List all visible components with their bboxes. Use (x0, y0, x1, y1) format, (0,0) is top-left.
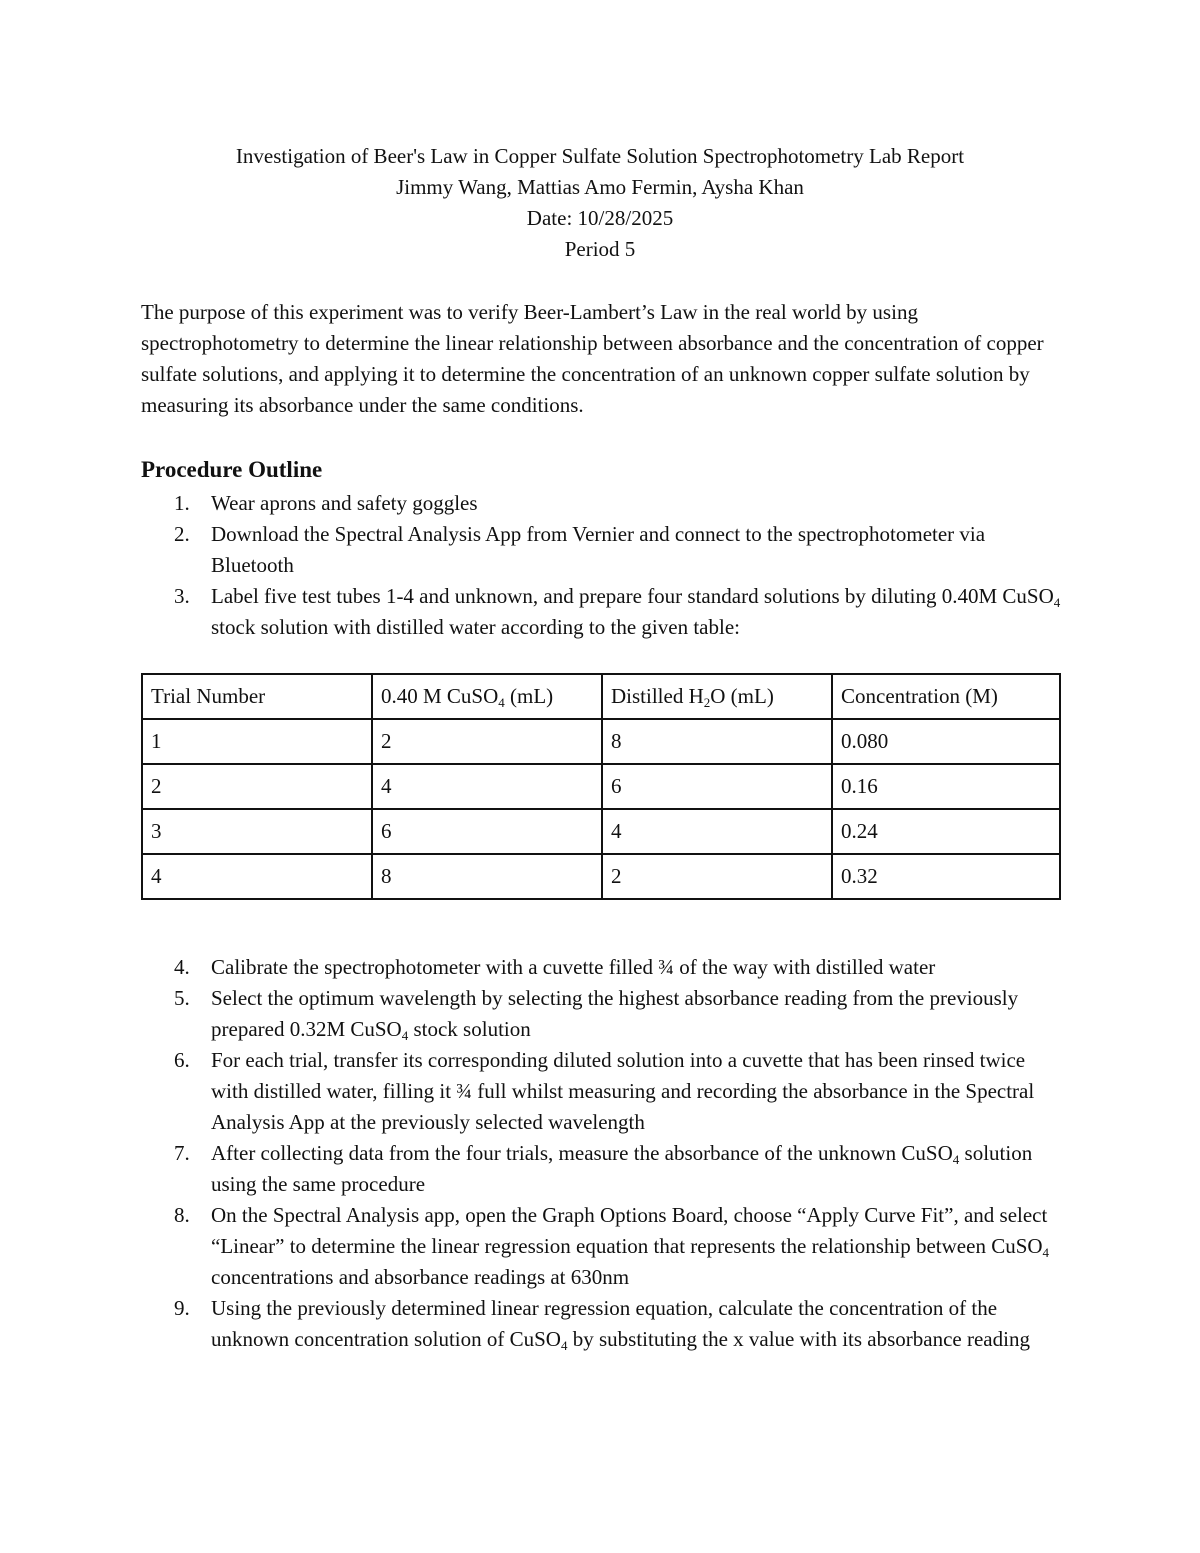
procedure-heading: Procedure Outline (141, 457, 323, 482)
step-number: 4. (174, 955, 190, 979)
procedure-step (141, 1138, 1066, 1200)
table-cell: 4 (602, 809, 832, 854)
table-cell: 0.16 (832, 764, 1060, 809)
table-cell: 3 (142, 809, 372, 854)
step-number: 3. (174, 584, 190, 608)
step-number: 9. (174, 1296, 190, 1320)
step-text: After collecting data from the four trials, measure the absorbance of the unknown CuSO$_4$ solution using the same procedure (211, 1141, 1033, 1196)
table-cell: 8 (372, 854, 602, 899)
step-text: Label five test tubes 1-4 and unknown, and prepare four standard solutions by diluting 0.40M CuSO$_4$ stock solution with distilled water according to the given table: (211, 584, 1061, 639)
table-row (142, 764, 1060, 809)
purpose-paragraph: The purpose of this experiment was to verify Beer-Lambert’s Law in the real world by using spectrophotometry to determine the linear relationship between absorbance and the concentration of copper sulfate solutions, and applying it to determine the concentration of an unknown copper sulfate solution by measuring its absorbance under the same conditions. (141, 300, 1044, 417)
table-cell: 0.24 (832, 809, 1060, 854)
table-row (142, 809, 1060, 854)
procedure-steps-part-1 (141, 488, 1066, 643)
table-cell: 2 (602, 854, 832, 899)
step-text: Calibrate the spectrophotometer with a cuvette filled ¾ of the way with distilled water (211, 955, 936, 979)
table-header-cell: Concentration (M) (832, 674, 1060, 719)
table-cell: 6 (372, 809, 602, 854)
step-number: 8. (174, 1203, 190, 1227)
step-text: On the Spectral Analysis app, open the Graph Options Board, choose “Apply Curve Fit”, and select “Linear” to determine the linear regression equation that represents the relationship between CuSO$_4$ concentrations and absorbance readings at 630nm (211, 1203, 1050, 1289)
procedure-step (141, 1293, 1066, 1355)
step-number: 6. (174, 1048, 190, 1072)
table-header-cell: Trial Number (142, 674, 372, 719)
table-cell: 0.080 (832, 719, 1060, 764)
table-row (142, 719, 1060, 764)
procedure-steps-part-2 (141, 952, 1066, 1355)
step-text: Download the Spectral Analysis App from Vernier and connect to the spectrophotometer via Bluetooth (211, 522, 986, 577)
procedure-step (141, 519, 1066, 581)
procedure-step (141, 952, 1066, 983)
dilution-table (141, 673, 1061, 900)
procedure-step (141, 1200, 1066, 1293)
report-authors: Jimmy Wang, Mattias Amo Fermin, Aysha Khan (396, 175, 804, 199)
report-header (0, 141, 1200, 265)
procedure-step (141, 581, 1066, 643)
step-number: 7. (174, 1141, 190, 1165)
step-text: Using the previously determined linear regression equation, calculate the concentration of the unknown concentration solution of CuSO$_4$ by substituting the x value with its absorbance reading (211, 1296, 1030, 1353)
report-period: Period 5 (564, 237, 636, 261)
table-row (142, 854, 1060, 899)
table-cell: 2 (372, 719, 602, 764)
step-text: Wear aprons and safety goggles (211, 491, 478, 515)
table-cell: 6 (602, 764, 832, 809)
table-cell: 2 (142, 764, 372, 809)
table-cell: 0.32 (832, 854, 1060, 899)
table-cell: 8 (602, 719, 832, 764)
step-text: For each trial, transfer its corresponding diluted solution into a cuvette that has been rinsed twice with distilled water, filling it ¾ full whilst measuring and recording the absorbance in the Spectral Analysis App at the previously selected wavelength (211, 1048, 1035, 1134)
report-title: Investigation of Beer's Law in Copper Sulfate Solution Spectrophotometry Lab Report (235, 144, 965, 168)
step-number: 5. (174, 986, 190, 1010)
procedure-step (141, 488, 1066, 519)
table-header-cell: Distilled $H_2O$ (mL) (602, 674, 832, 719)
procedure-step (141, 983, 1066, 1045)
table-header-cell: 0.40 M CuSO$_4$ (mL) (372, 674, 602, 719)
table-cell: 4 (142, 854, 372, 899)
table-cell: 1 (142, 719, 372, 764)
step-text: Select the optimum wavelength by selecting the highest absorbance reading from the previously prepared 0.32M CuSO$_4$ stock solution (211, 986, 1019, 1043)
report-date: Date: 10/28/2025 (526, 206, 674, 230)
table-header-row (142, 674, 1060, 719)
step-number: 1. (174, 491, 190, 515)
step-number: 2. (174, 522, 190, 546)
table-cell: 4 (372, 764, 602, 809)
procedure-step (141, 1045, 1066, 1138)
